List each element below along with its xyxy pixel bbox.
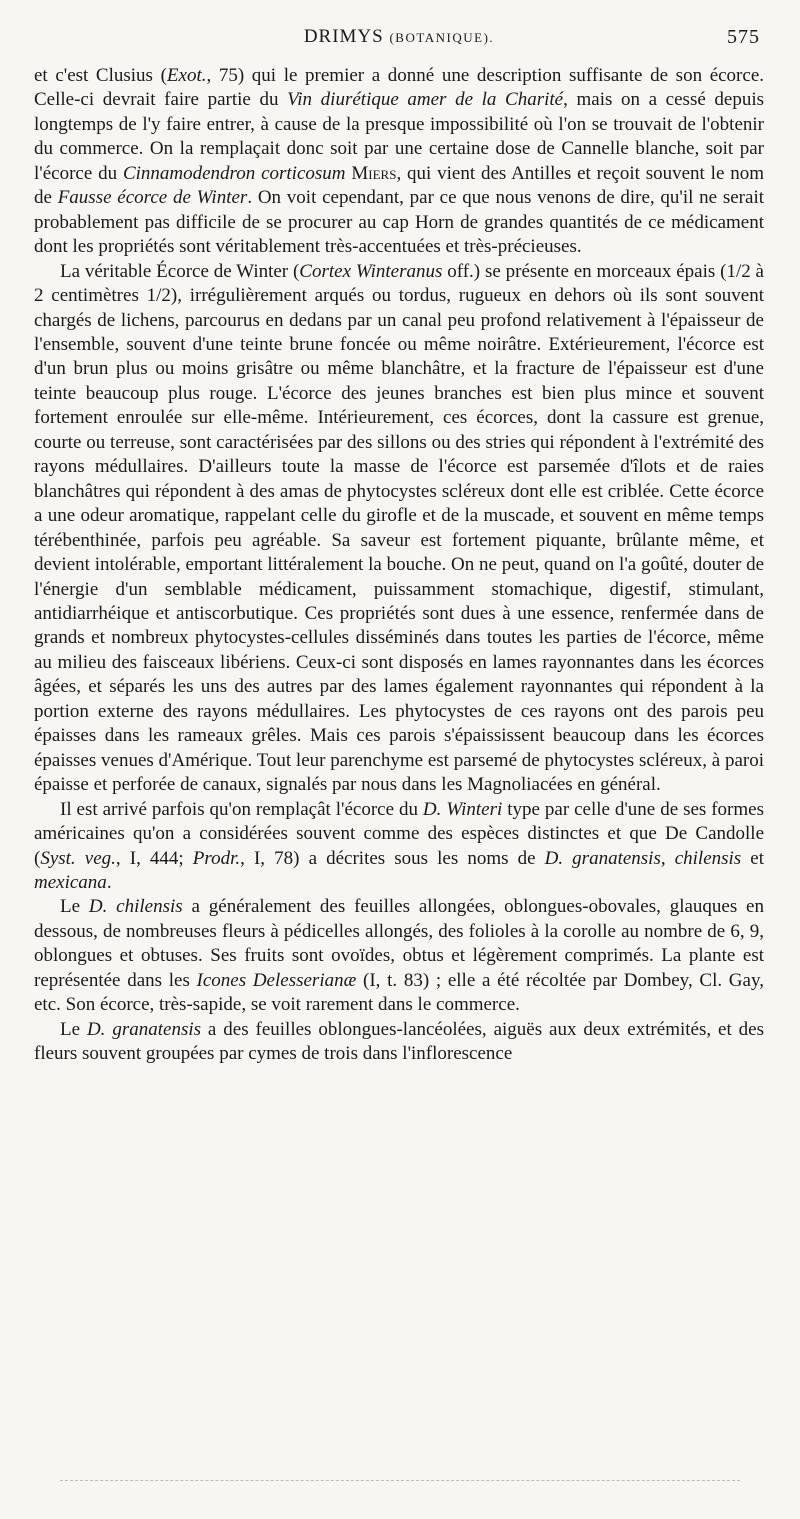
italic-text: D. granatensis [86, 1018, 202, 1040]
text-run: . On voit cependant, par ce que nous venons de dire, qu'il ne serait probablement pas difficile de se procurer au cap Horn de grandes quantités de ce médicament dont les propriétés sont véritablement très-accentuées et très-précieuses. [34, 187, 765, 258]
italic-text: Fausse écorce de Winter [57, 187, 248, 209]
paragraph [34, 260, 764, 798]
small-caps-text: Miers [351, 162, 397, 184]
italic-text: Prodr. [192, 847, 241, 869]
italic-text: Exot. [166, 65, 207, 86]
italic-text: D. chilensis [88, 896, 183, 918]
text-run: , I, 444; [115, 847, 193, 869]
paragraph [34, 895, 764, 1017]
text-run: Le [60, 896, 89, 918]
text-run: Il est arrivé parfois qu'on remplaçât l'écorce du [60, 798, 423, 820]
italic-text: D. Winteri [422, 798, 503, 820]
italic-text: Vin diurétique amer de la Charité [287, 89, 564, 111]
text-run: off.) se présente en morceaux épais (1/2 à 2 centimètres 1/2), irrégulièrement arqués ou tordus, rugueux en dehors où ils sont souvent chargés de lichens, parcourus en dedans par un canal peu profond relativement à l'épaisseur de l'ensemble, souvent d'une teinte brune foncée ou même noirâtre. Extérieurement, l'écorce est d'un brun plus ou moins grisâtre ou même blanchâtre, et la fracture de l'épaisseur est d'une teinte beaucoup plus rouge. L'écorce des jeunes branches est bien plus mince et souvent fortement enroulée sur elle-même. Intérieurement, ces écorces, dont la cassure est grenue, courte ou terreuse, sont caractérisées par des sillons ou des stries qui répondent à l'extrémité des rayons médullaires. D'ailleurs toute la masse de l'écorce est parsemée d'îlots et de raies blanchâtres qui répondent à des amas de phytocystes scléreux dont elle est criblée. Cette écorce a une odeur aromatique, rappelant celle du girofle et de la muscade, et souvent en même temps térébenthinée, parfois peu agréable. Sa saveur est fortement piquante, brûlante même, et devient intolérable, emportant littéralement la bouche. On ne peut, quand on l'a goûté, douter de l'énergie d'un semblable médicament, puissamment stomachique, digestif, stimulant, antidiarrhéique et antiscorbutique. Ces propriétés sont dues à une essence, renfermée dans de grands et nombreux phytocystes-cellules disséminés dans toutes les parties de l'écorce, même au milieu des faisceaux libériens. Ceux-ci sont disposés en lames rayonnantes dans les écorces âgées, et séparés les uns des autres par des lames également rayonnantes qui répondent à la portion externe des rayons médullaires. Les phytocystes de ces rayons ont des parois peu épaisses dans les rameaux grêles. Mais ces parois s'épaississent beaucoup dans les écorces épaisses venues d'Amérique. Tout leur parenchyme est parsemé de phytocystes scléreux, à paroi épaisse et perforée de canaux, signalés par nous dans les Magnoliacées en général. [34, 260, 764, 796]
running-head [34, 26, 764, 52]
text-run: (I, t. 83) ; elle a été récoltée par Dombey, Cl. Gay, etc. Son écorce, très-sapide, se voit rarement dans le commerce. [34, 969, 764, 1016]
running-title [34, 26, 764, 48]
bottom-rule [60, 1480, 740, 1481]
italic-text: Cinnamodendron corticosum [122, 162, 346, 184]
italic-text: Icones Delesserianæ [196, 969, 357, 991]
text-run: La véritable Écorce de Winter ( [60, 260, 300, 282]
text-run: a généralement des feuilles allongées, oblongues-obovales, glauques en dessous, de nombreuses fleurs à pédicelles allongés, des folioles à la corolle au nombre de 6, 9, oblongues et obtuses. Ses fruits sont ovoïdes, obtus et légèrement comprimés. La plante est représentée dans les [34, 896, 764, 991]
paragraph [34, 1018, 764, 1067]
text-run: . [106, 871, 112, 893]
italic-text: mexicana [34, 871, 107, 893]
italic-text: Cortex Winteranus [299, 260, 443, 282]
running-title-section: (BOTANIQUE). [389, 30, 495, 45]
paragraph [34, 64, 764, 260]
text-run: Le [60, 1018, 87, 1040]
text-run: type par celle d'une de ses formes américaines qu'on a considérées souvent comme des espèces distinctes et que De Candolle ( [34, 798, 764, 869]
italic-text: Syst. veg. [40, 847, 116, 869]
body-text [34, 64, 764, 1067]
page-number: 575 [727, 26, 760, 48]
text-run: et [741, 847, 765, 869]
text-run: et c'est Clusius ( [34, 65, 167, 86]
text-run: a des feuilles oblongues-lancéolées, aiguës aux deux extrémités, et des fleurs souvent groupées par cymes de trois dans l'inflorescence [34, 1018, 764, 1065]
text-run: , 75) qui le premier a donné une description suffisante de son écorce. Celle-ci devrait faire partie du [34, 65, 765, 111]
text-run: , qui vient des Antilles et reçoit souvent le nom de [34, 162, 764, 209]
text-run: , I, 78) a décrites sous les noms de [240, 847, 545, 869]
paragraph [34, 798, 764, 896]
text-run: , mais on a cessé depuis longtemps de l'y faire entrer, à cause de la presque impossibilité où l'on se trouvait de l'obtenir du commerce. On la remplaçait donc soit par une certaine dose de Cannelle blanche, soit par l'écorce du [34, 89, 765, 184]
running-title-main: DRIMYS [303, 26, 384, 47]
italic-text: D. granatensis, chilensis [544, 847, 742, 869]
